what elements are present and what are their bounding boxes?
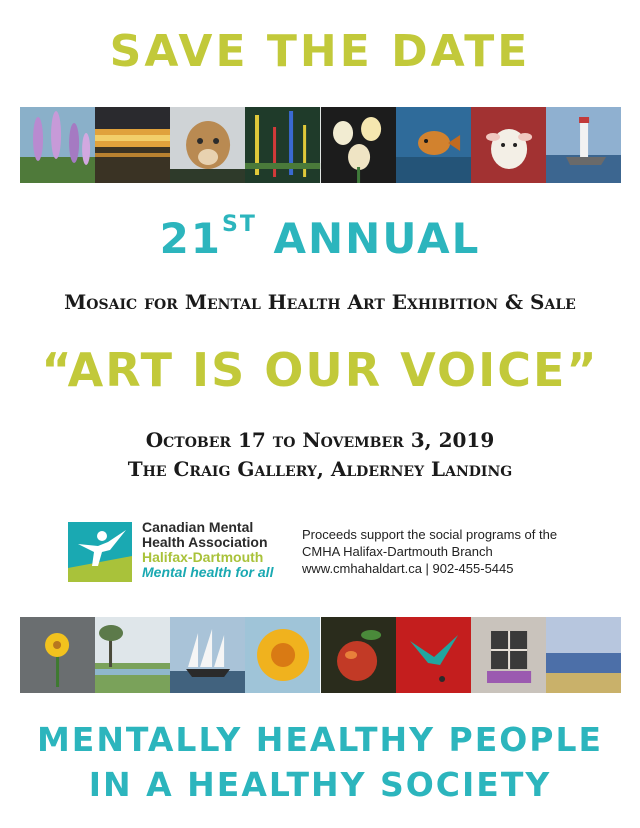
annual-suffix: ST xyxy=(222,212,257,237)
painting-bird-on-red xyxy=(396,617,471,693)
painting-lilies xyxy=(321,107,396,183)
annual-number: 21 xyxy=(159,214,223,263)
painting-seascape xyxy=(546,617,621,693)
org-tagline: Mental health for all xyxy=(142,564,274,580)
painting-sunset xyxy=(95,107,170,183)
save-the-date-heading: SAVE THE DATE xyxy=(109,26,531,77)
painting-lupines xyxy=(20,107,95,183)
cmha-organization xyxy=(142,520,273,580)
painting-abstract xyxy=(245,107,320,183)
painting-tall-ship xyxy=(170,617,245,693)
art-strip-top xyxy=(20,107,621,183)
annual-word: ANNUAL xyxy=(273,214,481,263)
proceeds-line2: CMHA Halifax-Dartmouth Branch xyxy=(302,544,493,559)
painting-window xyxy=(471,617,546,693)
org-branch: Halifax-Dartmouth xyxy=(142,549,264,565)
org-name-line2: Health Association xyxy=(142,534,268,550)
painting-apple xyxy=(321,617,396,693)
proceeds-info xyxy=(302,526,557,577)
painting-sunflower xyxy=(245,617,320,693)
proceeds-line1: Proceeds support the social programs of the xyxy=(302,527,558,542)
art-strip-bottom xyxy=(20,617,621,693)
cmha-logo-icon xyxy=(68,522,132,582)
event-dates: October 17 to November 3, 2019 xyxy=(145,428,495,452)
painting-lamb xyxy=(471,107,546,183)
event-venue: The Craig Gallery, Alderney Landing xyxy=(127,457,513,481)
theme-title: “ART IS OUR VOICE” xyxy=(41,343,599,397)
proceeds-contact: www.cmhahaldart.ca | 902-455-5445 xyxy=(302,561,514,576)
slogan-line2: IN A HEALTHY SOCIETY xyxy=(88,765,552,804)
org-name-line1: Canadian Mental xyxy=(142,519,254,535)
painting-fish xyxy=(396,107,471,183)
event-name: Mosaic for Mental Health Art Exhibition & Sale xyxy=(64,290,576,314)
painting-lighthouse xyxy=(546,107,621,183)
slogan-line1: MENTALLY HEALTHY PEOPLE xyxy=(36,720,604,759)
annual-heading xyxy=(0,214,640,263)
painting-cougar xyxy=(170,107,245,183)
painting-yellow-flower xyxy=(20,617,95,693)
painting-marsh-trees xyxy=(95,617,170,693)
